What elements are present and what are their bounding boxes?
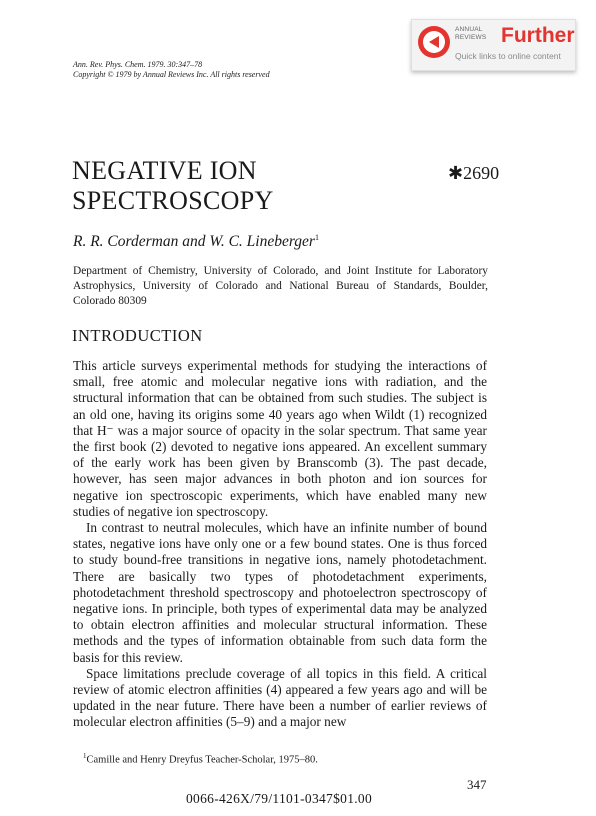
paragraph: This article surveys experimental methods for studying the interactions of small, free atomic and molecular negative ions with radiation, and the structural information that can be obtained from such studies. The subject is an old one, having its origins some 40 years ago when Wildt (1) recognized that H⁻ was a major source of opacity in the solar spectrum. That same year the first book (2) devoted to negative ions appeared. An excellent summary of the early work has been given by Branscomb (3). The past decade, however, has seen major advances in both photon and ion sources for negative ion spectroscopic experiments, which have enabled many new studies of negative ion spectroscopy. [73, 358, 487, 519]
affiliation: Department of Chemistry, University of Colorado, and Joint Institute for Laboratory Astrophysics, University of Colorado and National Bureau of Standards, Boulder, Colorado 80309 [73, 265, 488, 307]
body-text [73, 358, 487, 731]
document-code: 0066-426X/79/1101-0347$01.00 [186, 791, 373, 806]
author-line [73, 233, 319, 251]
section-heading: INTRODUCTION [72, 326, 203, 345]
brand-line-2: REVIEWS [455, 33, 487, 41]
brand-line-1: ANNUAL [455, 26, 483, 33]
footnote-text: Camille and Henry Dreyfus Teacher-Scholar, 1975–80. [86, 754, 318, 766]
journal-citation [73, 60, 270, 80]
further-badge[interactable] [411, 19, 576, 71]
article-code: ✱2690 [448, 163, 500, 183]
page-number: 347 [467, 777, 487, 792]
copyright-line: Copyright © 1979 by Annual Reviews Inc. All rights reserved [73, 70, 270, 79]
title-line-1: NEGATIVE ION [72, 156, 257, 185]
paragraph: Space limitations preclude coverage of all topics in this field. A critical review of atomic electron affinities (4) appeared a few years ago and will be updated in the near future. There have been a number of earlier reviews of molecular electron affinities (5–9) and a major new [73, 665, 487, 730]
further-title[interactable]: Further [501, 24, 575, 47]
author-footnote-mark: 1 [314, 233, 319, 242]
article-title [72, 156, 274, 216]
annual-reviews-logo [455, 26, 486, 41]
play-arrow-icon [418, 26, 450, 58]
further-subtitle[interactable]: Quick links to online content [455, 51, 561, 61]
title-line-2: SPECTROSCOPY [72, 186, 274, 215]
citation-line-1: Ann. Rev. Phys. Chem. 1979. 30:347–78 [73, 60, 203, 69]
footnote [83, 752, 318, 766]
footnote-mark: 1 [83, 752, 87, 760]
paragraph: In contrast to neutral molecules, which have an infinite number of bound states, negative ions have only one or a few bound states. One is thus forced to study bound-free transitions in negative ions, namely photodetachment. There are basically two types of photodetachment experiments, photodetachment threshold spectroscopy and photoelectron spectroscopy of negative ions. In principle, both types of experimental data may be analyzed to obtain electron affinities and molecular structural information. These methods and the types of information obtainable from such data form the basis for this review. [73, 520, 487, 665]
authors: R. R. Corderman and W. C. Lineberger [73, 233, 315, 251]
